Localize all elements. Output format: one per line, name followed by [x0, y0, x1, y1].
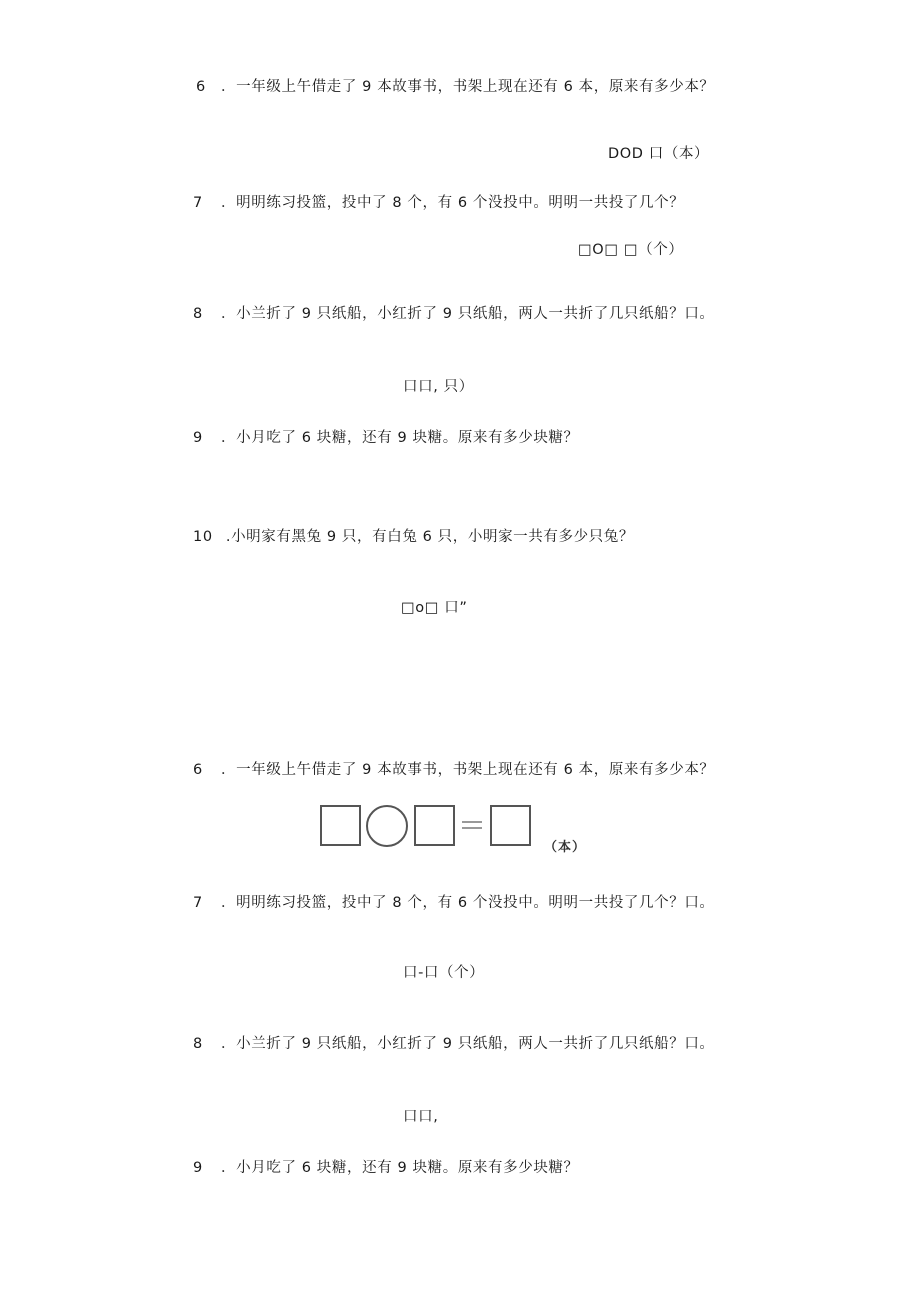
question-number: 7: [193, 195, 203, 211]
equals-sign: [462, 821, 482, 829]
question-text: ．小兰折了 9 只纸船，小红折了 9 只纸船，两人一共折了几只纸船？口。: [221, 306, 715, 322]
question-7: [193, 193, 684, 213]
question-text: ．一年级上午借走了 9 本故事书，书架上现在还有 6 本，原来有多少本？: [221, 79, 715, 95]
question-8: [193, 304, 715, 324]
question-9-repeat: [193, 1158, 579, 1178]
question-7-repeat: [193, 893, 715, 913]
question-text: ．一年级上午借走了 9 本故事书，书架上现在还有 6 本，原来有多少本？: [221, 762, 715, 778]
answer-line-7: □O□ □（个）: [578, 242, 684, 258]
equation-figure: [320, 803, 620, 853]
question-9: [193, 428, 579, 448]
question-number: 9: [193, 1160, 203, 1176]
question-number: 7: [193, 895, 203, 911]
question-number: 8: [193, 306, 203, 322]
answer-line-8: 口口, 只）: [403, 379, 474, 395]
question-text: ．小月吃了 6 块糖，还有 9 块糖。原来有多少块糖？: [221, 1160, 579, 1176]
question-text: ．小兰折了 9 只纸船，小红折了 9 只纸船，两人一共折了几只纸船？口。: [221, 1036, 715, 1052]
answer-line-6: DOD 口（本）: [608, 146, 710, 162]
question-number: 6: [196, 79, 206, 95]
question-6-repeat: [193, 760, 715, 780]
answer-line-7-repeat: 口-口（个）: [403, 965, 485, 981]
answer-box: [414, 805, 455, 846]
question-text: ．小月吃了 6 块糖，还有 9 块糖。原来有多少块糖？: [221, 430, 579, 446]
question-number: 6: [193, 762, 203, 778]
question-10: [193, 527, 634, 547]
question-number: 8: [193, 1036, 203, 1052]
question-number: 9: [193, 430, 203, 446]
unit-label: （本）: [544, 840, 587, 855]
question-text: ．明明练习投篮，投中了 8 个，有 6 个没投中。明明一共投了几个？: [221, 195, 685, 211]
question-text: .小明家有黑兔 9 只，有白兔 6 只，小明家一共有多少只兔？: [225, 529, 634, 545]
operator-circle: [366, 805, 408, 847]
question-text: ．明明练习投篮，投中了 8 个，有 6 个没投中。明明一共投了几个？口。: [221, 895, 715, 911]
answer-box: [320, 805, 361, 846]
answer-box: [490, 805, 531, 846]
question-8-repeat: [193, 1034, 715, 1054]
question-number: 10: [193, 529, 213, 545]
answer-line-8-repeat: 口口,: [403, 1109, 439, 1125]
answer-line-10: □o□ 口”: [401, 600, 468, 616]
question-6: [196, 77, 715, 97]
